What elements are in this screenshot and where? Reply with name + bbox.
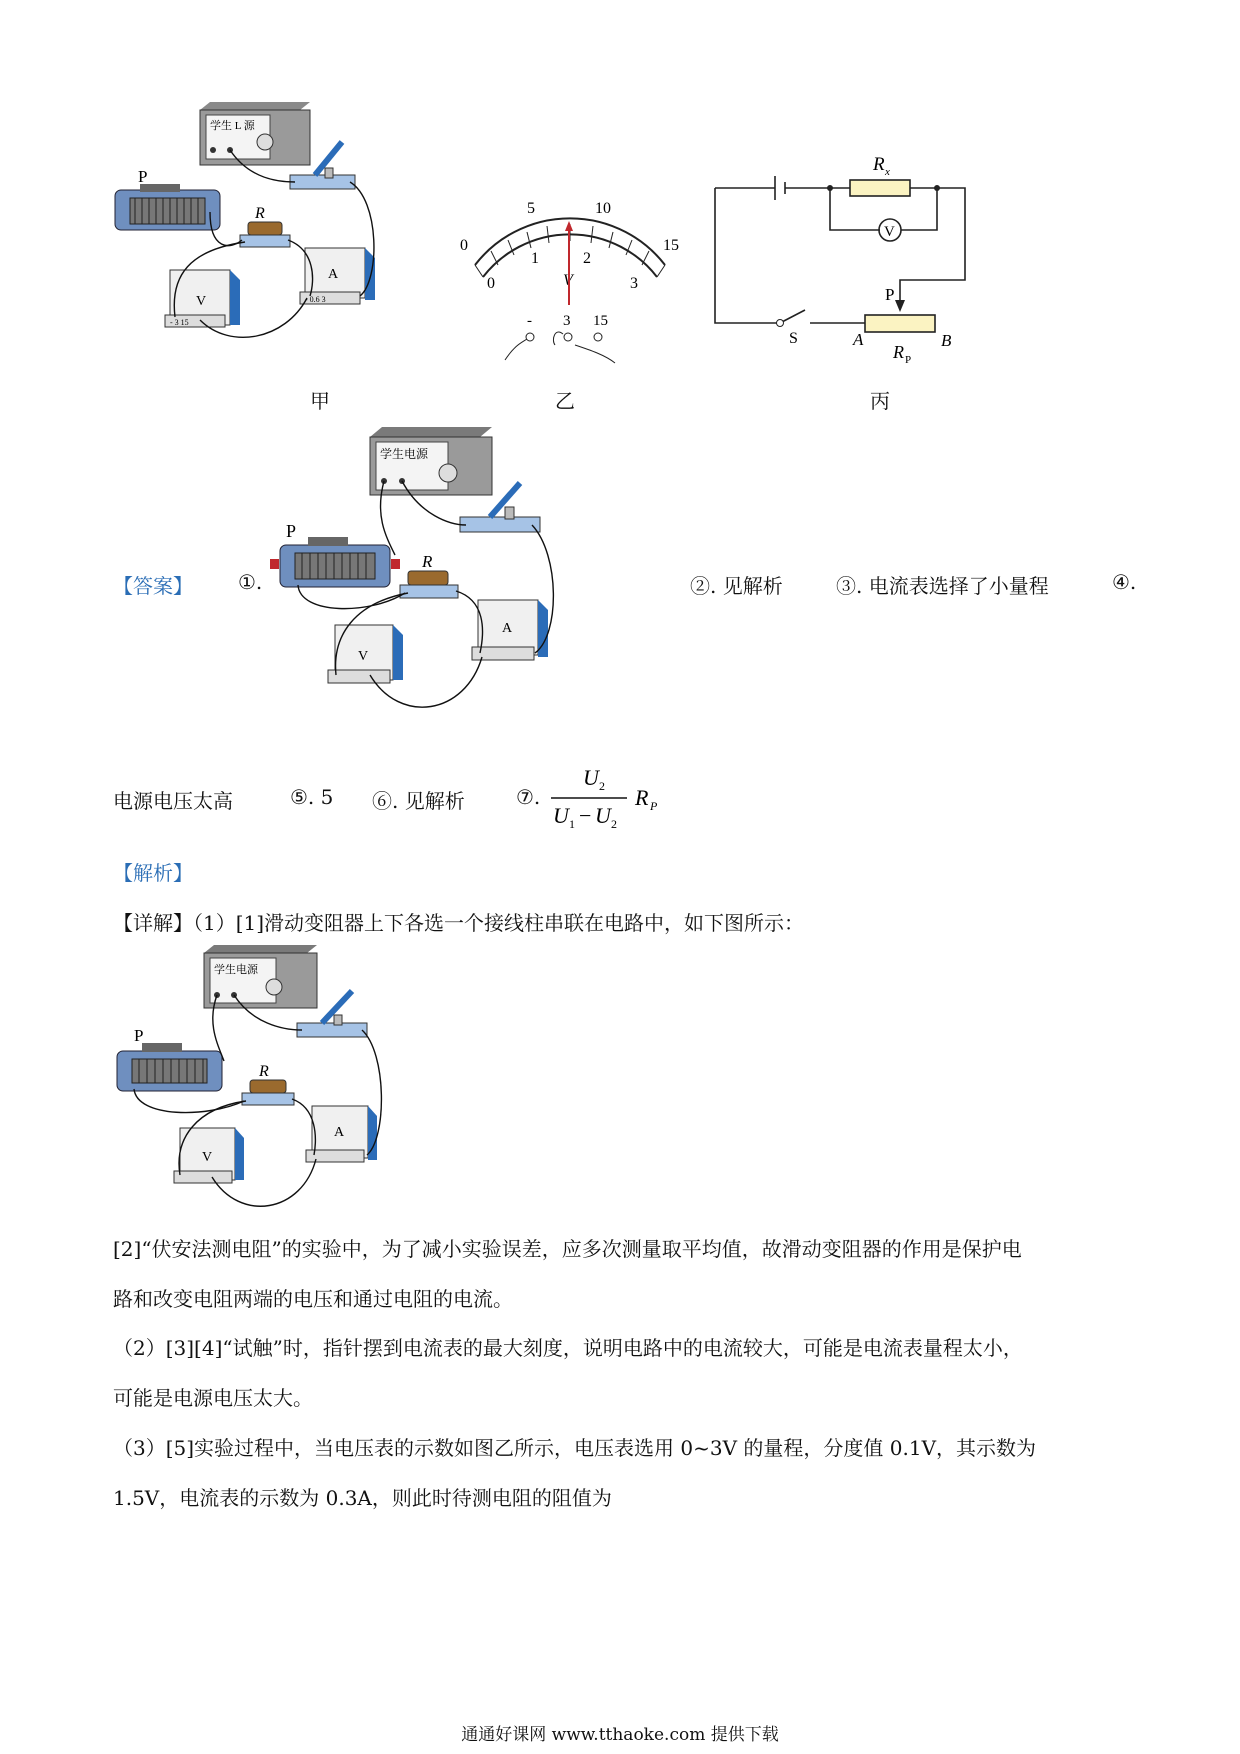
- formula-num-sub: 2: [599, 779, 605, 793]
- formula-factor-sub: P: [650, 799, 658, 813]
- analysis-p2a: [2]“伏安法测电阻”的实验中，为了减小实验误差，应多次测量取平均值，故滑动变阻器的作用是保护电: [113, 1237, 1022, 1261]
- meter-outer-0: 0: [460, 237, 468, 254]
- resistor: [242, 1063, 294, 1105]
- circuit-rp-sub: P: [905, 354, 912, 365]
- voltmeter-v-label: V: [196, 294, 207, 309]
- power-label: 学生 L 源: [210, 120, 255, 132]
- meter-inner-2: 2: [583, 250, 591, 267]
- meter-unit: V: [563, 272, 573, 289]
- figure-bing-caption: 丙: [870, 389, 890, 413]
- ammeter: [306, 1106, 377, 1162]
- formula-den-minus: −: [579, 803, 592, 828]
- answer-formula: [551, 760, 691, 830]
- ammeter-a-label: A: [502, 621, 513, 636]
- rheostat-p-label: P: [134, 1026, 144, 1045]
- power-label: 学生电源: [214, 964, 258, 976]
- figure-bing-circuit: [705, 140, 985, 365]
- rheostat: [270, 521, 400, 587]
- formula-den-b-sub: 2: [611, 817, 617, 830]
- voltmeter-v-label: V: [358, 649, 369, 664]
- figure-jia-apparatus: [110, 100, 430, 380]
- rheostat: [117, 1026, 222, 1091]
- figure-yi-meter: [455, 195, 695, 370]
- analysis-p2b: 路和改变电阻两端的电压和通过电阻的电流。: [113, 1287, 513, 1311]
- voltmeter: [328, 625, 403, 683]
- meter-outer-5: 5: [527, 200, 535, 217]
- circuit-slider-p: P: [885, 285, 895, 304]
- analysis-p1: [113, 907, 804, 936]
- answer-1: ①.: [238, 570, 263, 594]
- figure-jia-caption: 甲: [310, 389, 330, 413]
- page-footer: 通通好课网 www.tthaoke.com 提供下载: [461, 1725, 779, 1745]
- figure-yi-caption: 乙: [555, 389, 575, 413]
- circuit-rx: R: [873, 154, 885, 175]
- answer-apparatus-figure: [270, 425, 610, 745]
- analysis-tag: 【解析】: [113, 861, 193, 885]
- meter-outer-10: 10: [595, 200, 611, 217]
- circuit-rp: R: [893, 342, 904, 362]
- answer-3: ③. 电流表选择了小量程: [836, 574, 1049, 598]
- answer-2: ②. 见解析: [690, 574, 783, 598]
- formula-den-b: U: [595, 803, 611, 828]
- analysis-apparatus-figure: [112, 943, 432, 1233]
- meter-inner-0: 0: [487, 275, 495, 292]
- formula-factor: R: [635, 785, 649, 810]
- analysis-p3a: （2）[3][4]“试触”时，指针摆到电流表的最大刻度，说明电路中的电流较大，可能是电流表量程太小，: [113, 1336, 1023, 1360]
- answer-7: ⑦.: [516, 785, 541, 809]
- rheostat: [115, 167, 220, 230]
- meter-inner-3: 3: [630, 275, 638, 292]
- power-supply: [204, 945, 317, 1008]
- voltmeter-v-label: V: [202, 1150, 213, 1165]
- analysis-p4a: （3）[5]实验过程中，当电压表的示数如图乙所示，电压表选用 0~3V 的量程，分度值 0.1V，其示数为: [113, 1436, 1037, 1460]
- formula-num: U: [583, 765, 599, 790]
- analysis-p4b: 1.5V，电流表的示数为 0.3A，则此时待测电阻的阻值为: [113, 1486, 612, 1510]
- answer-tag: 【答案】: [113, 574, 193, 598]
- circuit-end-b: B: [941, 331, 952, 350]
- circuit-switch: S: [789, 330, 798, 347]
- resistor: [240, 205, 290, 247]
- rheostat-p-label: P: [286, 521, 297, 541]
- resistor-r-label: R: [422, 552, 433, 571]
- voltmeter: [174, 1128, 244, 1183]
- voltmeter: [165, 270, 240, 327]
- answer-6: ⑥. 见解析: [372, 789, 465, 813]
- ammeter-a-label: A: [334, 1125, 345, 1140]
- voltmeter-terminals: - 3 15: [170, 318, 189, 327]
- formula-den-a: U: [553, 803, 569, 828]
- formula-den-a-sub: 1: [569, 817, 575, 830]
- meter-term-3: 3: [563, 313, 571, 329]
- power-supply: [200, 102, 310, 165]
- circuit-end-a: A: [853, 330, 864, 349]
- ammeter-a-label: A: [328, 267, 339, 282]
- meter-inner-1: 1: [531, 250, 539, 267]
- detail-tag: 【详解】: [113, 911, 193, 935]
- meter-term-15: 15: [593, 313, 608, 329]
- analysis-p1-text: （1）[1]滑动变阻器上下各选一个接线柱串联在电路中，如下图所示：: [193, 911, 805, 935]
- power-label: 学生电源: [380, 447, 429, 461]
- circuit-rx-sub: x: [885, 166, 890, 178]
- ammeter-terminals: - 0.6 3: [305, 295, 326, 304]
- analysis-p3b: 可能是电源电压太大。: [113, 1386, 313, 1410]
- power-supply: [370, 427, 492, 495]
- answer-5: ⑤. 5: [290, 785, 334, 809]
- answer-4-cont: 电源电压太高: [113, 789, 233, 813]
- answer-4: ④.: [1112, 570, 1137, 594]
- rheostat-p-label: P: [138, 167, 148, 186]
- meter-term-minus: -: [527, 313, 532, 329]
- resistor-r-label: R: [255, 205, 265, 222]
- resistor-r-label: R: [259, 1063, 269, 1080]
- meter-outer-15: 15: [663, 237, 679, 254]
- ammeter: [300, 248, 375, 304]
- resistor: [400, 552, 458, 598]
- circuit-voltmeter: V: [884, 224, 895, 240]
